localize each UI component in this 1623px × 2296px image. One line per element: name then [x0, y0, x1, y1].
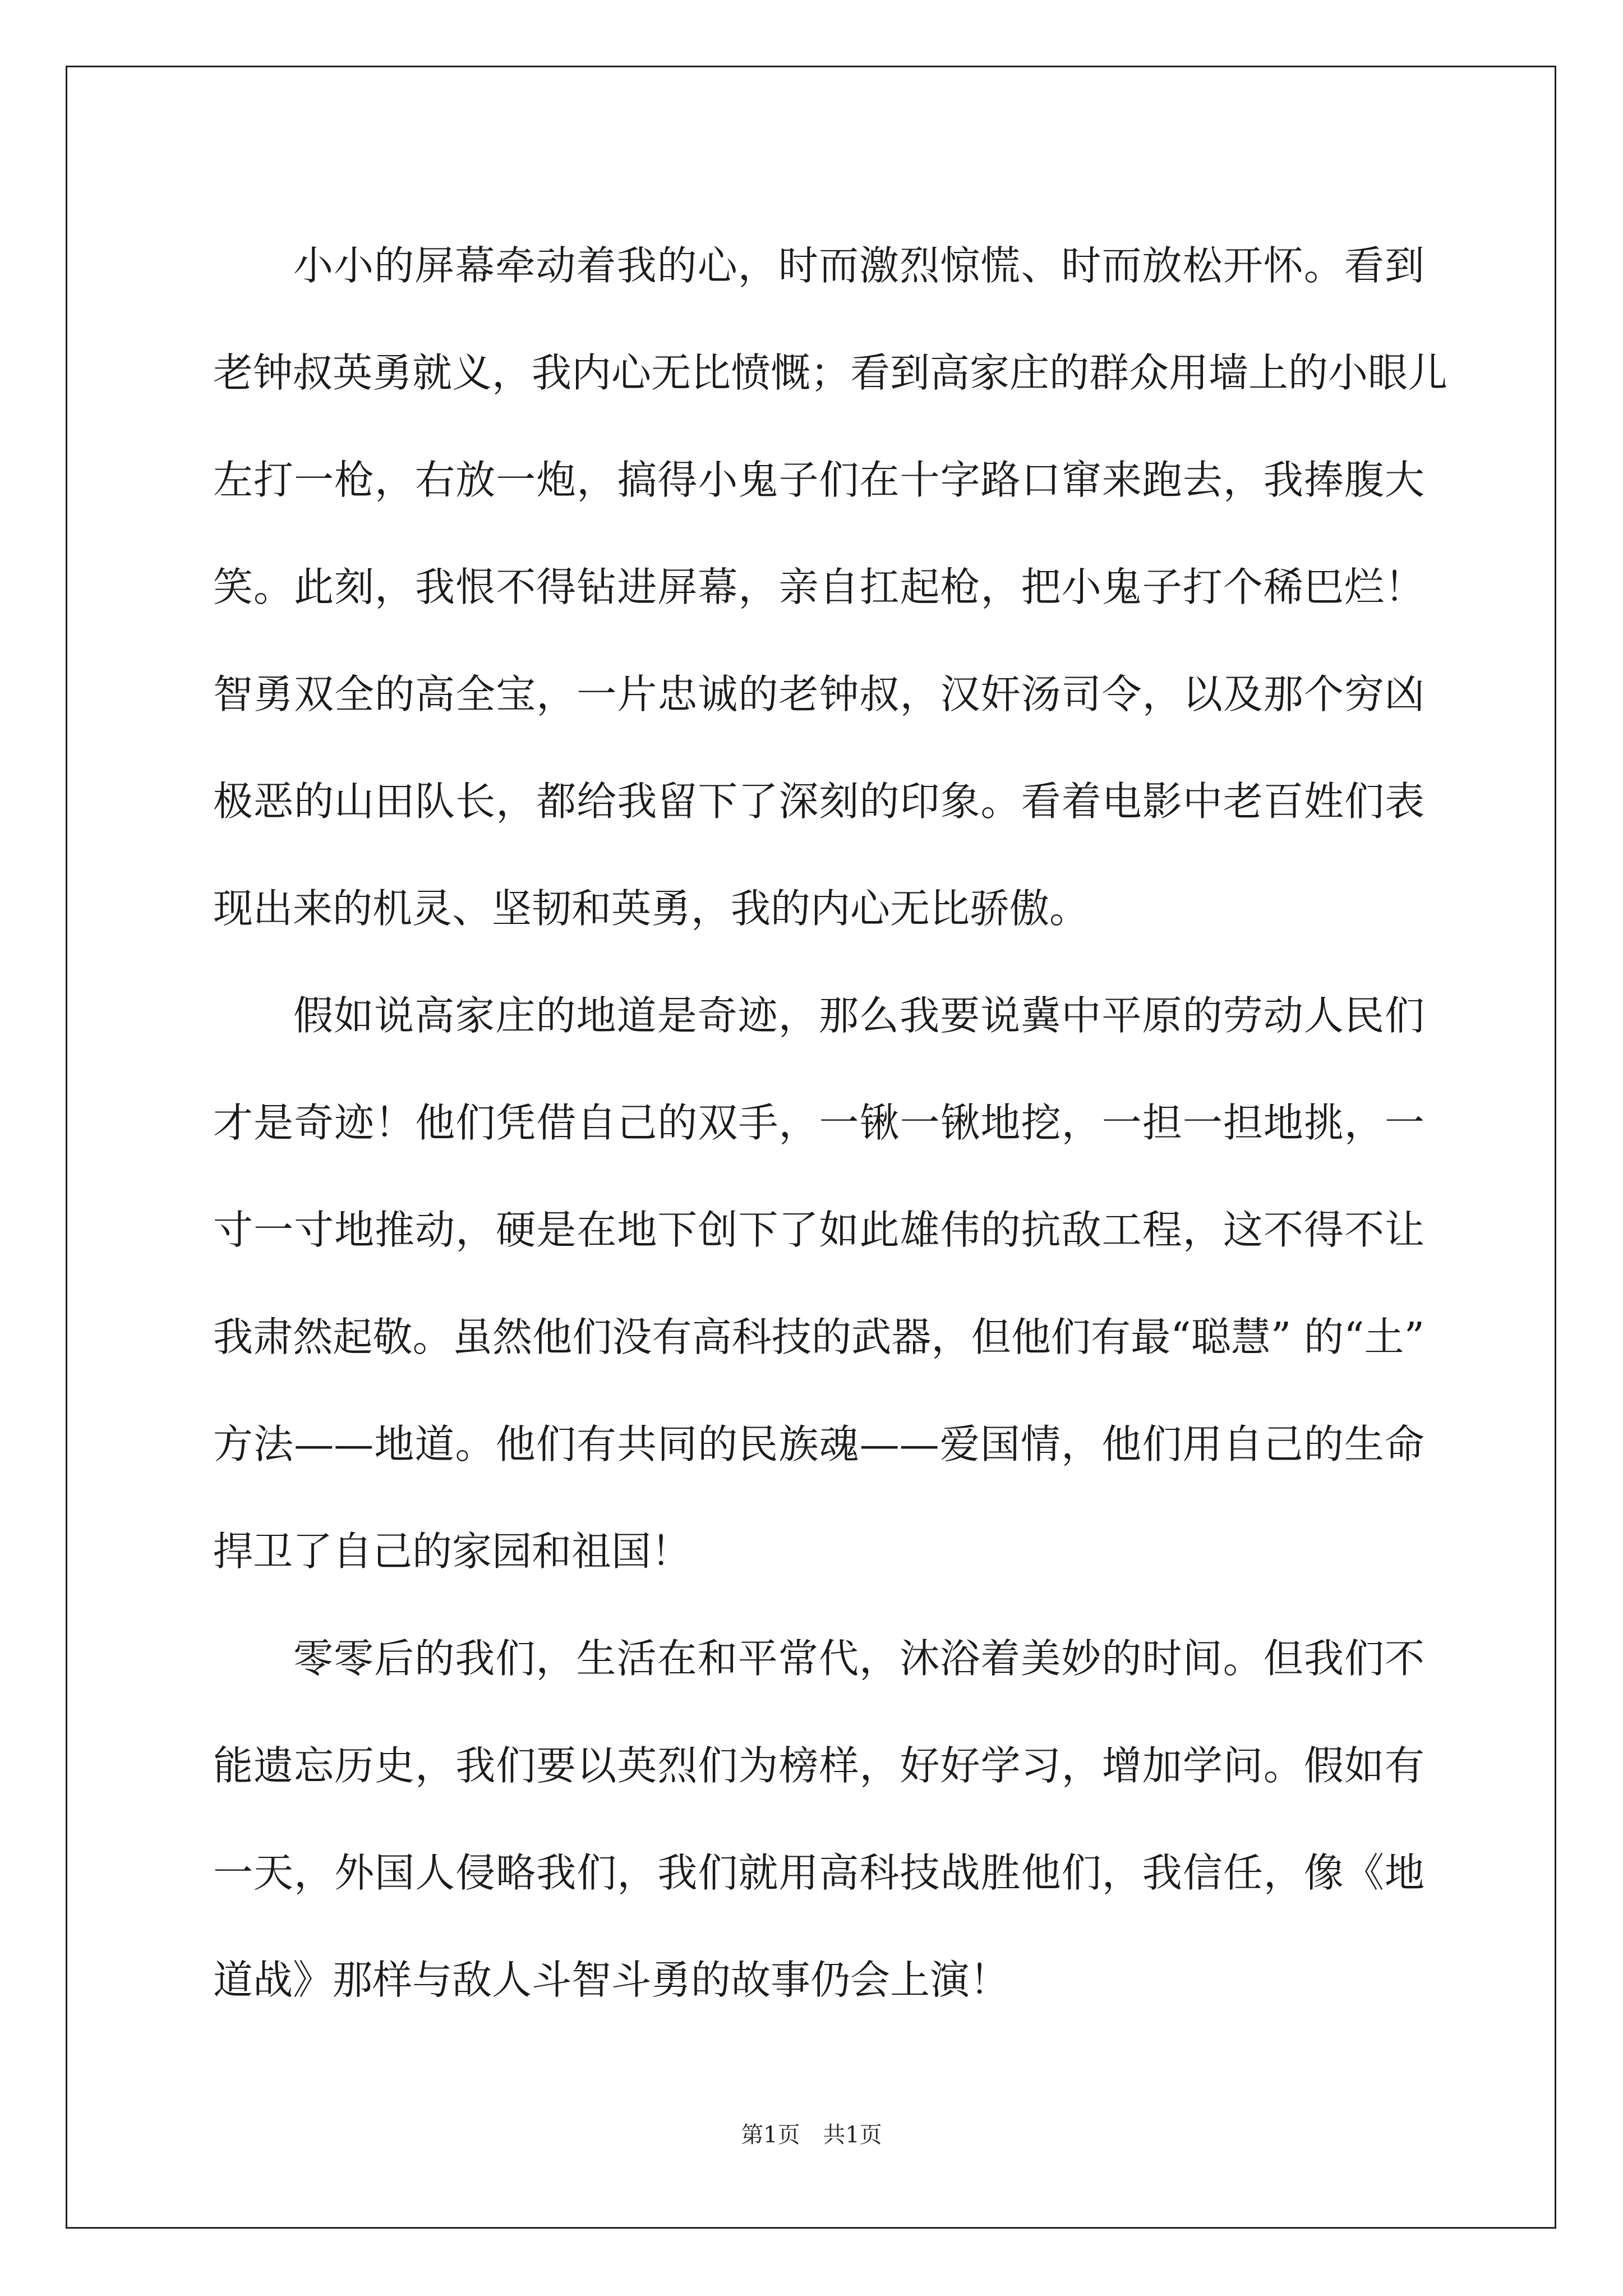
text-line: 才是奇迹！他们凭借自己的双手，一锹一锹地挖，一担一担地挑，一 — [213, 1099, 1424, 1146]
text-line: 方法——地道。他们有共同的民族魂——爱国情，他们用自己的生命 — [213, 1421, 1424, 1467]
text-line: 极恶的山田队长，都给我留下了深刻的印象。看着电影中老百姓们表 — [213, 778, 1424, 825]
page-total: 共1页 — [823, 2122, 882, 2148]
paragraph-1 — [213, 212, 1448, 962]
text-line: 捍卫了自己的家园和祖国！ — [213, 1528, 691, 1575]
text-line: 现出来的机灵、坚韧和英勇，我的内心无比骄傲。 — [213, 885, 1090, 932]
page-footer — [0, 2118, 1623, 2152]
text-line: 道战》那样与敌人斗智斗勇的故事仍会上演！ — [213, 1957, 1010, 2003]
paragraph-3 — [213, 1605, 1424, 2033]
text-line: 左打一枪，右放一炮，搞得小鬼子们在十字路口窜来跑去，我捧腹大 — [213, 457, 1424, 503]
text-line: 寸一寸地推动，硬是在地下创下了如此雄伟的抗敌工程，这不得不让 — [213, 1207, 1424, 1253]
text-line: 假如说高家庄的地道是奇迹，那么我要说冀中平原的劳动人民们 — [293, 992, 1424, 1039]
paragraph-2 — [213, 962, 1424, 1605]
text-line: 笑。此刻，我恨不得钻进屏幕，亲自扛起枪，把小鬼子打个稀巴烂！ — [213, 564, 1424, 610]
text-line: 我肃然起敬。虽然他们没有高科技的武器，但他们有最“聪慧” 的“土” — [213, 1314, 1424, 1360]
document-body — [213, 212, 1448, 2033]
text-line: 智勇双全的高全宝，一片忠诚的老钟叔，汉奸汤司令，以及那个穷凶 — [213, 671, 1424, 717]
text-line: 老钟叔英勇就义，我内心无比愤慨；看到高家庄的群众用墙上的小眼儿 — [213, 349, 1448, 396]
text-line: 零零后的我们，生活在和平常代，沐浴着美妙的时间。但我们不 — [293, 1635, 1424, 1682]
page-number: 第1页 — [741, 2122, 800, 2148]
text-line: 小小的屏幕牵动着我的心，时而激烈惊慌、时而放松开怀。看到 — [293, 242, 1424, 289]
text-line: 能遗忘历史，我们要以英烈们为榜样，好好学习，增加学问。假如有 — [213, 1742, 1424, 1789]
text-line: 一天，外国人侵略我们，我们就用高科技战胜他们，我信任，像《地 — [213, 1849, 1424, 1896]
